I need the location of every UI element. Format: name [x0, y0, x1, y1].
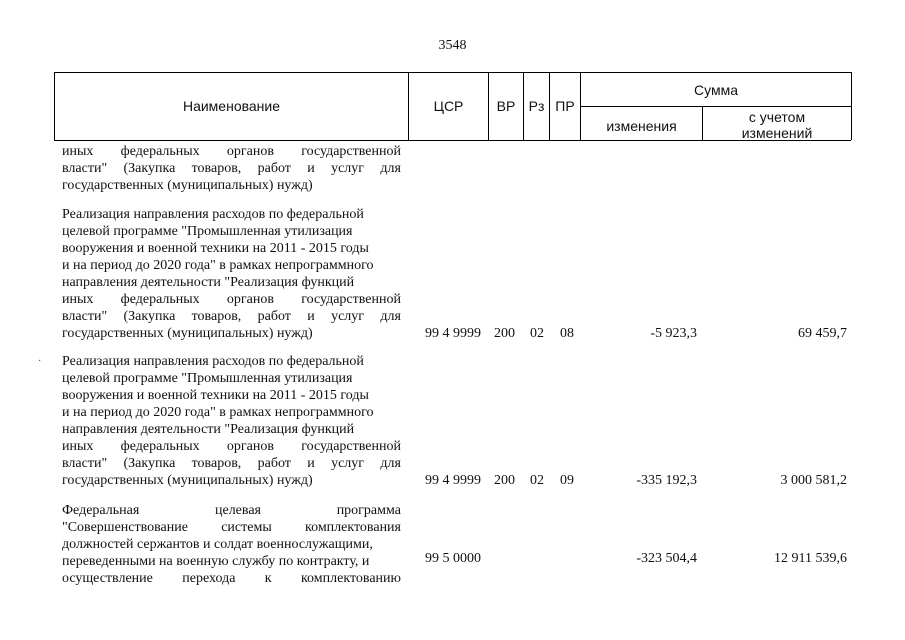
row-name-line — [62, 223, 401, 240]
header-rz: Рз — [528, 98, 545, 114]
header-csr: ЦСР — [433, 98, 464, 114]
row-name-line — [62, 274, 401, 291]
row-cell-pr: 09 — [560, 473, 574, 488]
row-name-word: власти" — [62, 309, 108, 324]
row-name-word: для — [380, 456, 401, 471]
row-name-word: (Закупка — [123, 456, 176, 471]
row-name-word: работ — [257, 456, 291, 471]
row-name — [62, 143, 401, 194]
row-name-line — [62, 536, 401, 553]
row-cell-change: -335 192,3 — [636, 473, 697, 488]
table-right-border — [851, 72, 852, 140]
row-name-word: органов — [226, 439, 274, 454]
row-name-word: товаров, — [191, 161, 242, 176]
row-name-word: государственной — [301, 292, 401, 307]
row-name-line — [62, 455, 401, 472]
row-name-line — [62, 325, 401, 342]
row-name-word: услуг — [331, 456, 365, 471]
row-name-line — [62, 160, 401, 177]
row-name-word: целевой программе "Промышленная утилизация — [62, 224, 353, 239]
row-name-word: для — [380, 309, 401, 324]
row-name-word: услуг — [331, 161, 365, 176]
row-name-word: и на период до 2020 года" в рамках непрограммного — [62, 258, 374, 273]
row-name-word: комплектованию — [300, 571, 401, 586]
row-name-word: вооружения и военной техники на 2011 - 2015 годы — [62, 388, 369, 403]
row-name-word: государственных (муниципальных) нужд) — [62, 326, 313, 341]
row-name-word: федеральных — [120, 439, 200, 454]
header-with-change-1: с учетом — [748, 109, 806, 125]
row-name-word: Реализация направления расходов по федеральной — [62, 354, 364, 369]
row-cell-vr: 200 — [494, 326, 515, 341]
header-sum: Сумма — [694, 82, 738, 98]
row-name-word: Федеральная — [62, 503, 140, 518]
row-cell-total: 12 911 539,6 — [774, 551, 847, 566]
row-name-word: и на период до 2020 года" в рамках непрограммного — [62, 405, 374, 420]
row-name — [62, 353, 401, 489]
row-cell-change: -323 504,4 — [636, 551, 697, 566]
row-name — [62, 206, 401, 342]
row-name-word: направления деятельности "Реализация функций — [62, 422, 355, 437]
row-name-line — [62, 353, 401, 370]
row-name-word: Реализация направления расходов по федеральной — [62, 207, 364, 222]
row-name-word: (Закупка — [123, 161, 176, 176]
header-change: изменения — [606, 118, 677, 134]
row-name-line — [62, 257, 401, 274]
sum-header-divider — [580, 106, 851, 107]
row-name-word: органов — [226, 292, 274, 307]
row-name-word: переведенными на военную службу по контракту, и — [62, 554, 370, 569]
row-cell-csr: 99 4 9999 — [425, 326, 481, 341]
row-name-line — [62, 553, 401, 570]
row-name-word: целевая — [214, 503, 261, 518]
row-name-line — [62, 308, 401, 325]
row-name-line — [62, 143, 401, 160]
row-name-word: направления деятельности "Реализация функций — [62, 275, 355, 290]
row-name-word: иных — [62, 439, 94, 454]
row-name-word: власти" — [62, 456, 108, 471]
row-cell-csr: 99 4 9999 — [425, 473, 481, 488]
row-name-line — [62, 177, 401, 194]
row-name-line — [62, 370, 401, 387]
row-name-word: целевой программе "Промышленная утилизация — [62, 371, 353, 386]
page-number: 3548 — [438, 38, 467, 53]
row-name-word: и — [307, 161, 315, 176]
row-name-word: государственных (муниципальных) нужд) — [62, 473, 313, 488]
row-name-word: иных — [62, 144, 94, 159]
row-name-word: и — [307, 456, 315, 471]
row-name-word: услуг — [331, 309, 365, 324]
row-cell-rz: 02 — [530, 473, 544, 488]
row-name-line — [62, 206, 401, 223]
row-name-word: вооружения и военной техники на 2011 - 2015 годы — [62, 241, 369, 256]
header-with-change-2: изменений — [741, 125, 813, 141]
row-cell-vr: 200 — [494, 473, 515, 488]
row-cell-change: -5 923,3 — [650, 326, 697, 341]
row-name-word: должностей сержантов и солдат военнослужащими, — [62, 537, 373, 552]
row-name-word: программа — [336, 503, 401, 518]
row-name-word: товаров, — [191, 456, 242, 471]
row-name-word: комплектования — [305, 520, 401, 535]
row-name-word: работ — [257, 161, 291, 176]
row-cell-pr: 08 — [560, 326, 574, 341]
header-vr: ВР — [496, 98, 516, 114]
row-name-word: к — [264, 571, 272, 586]
row-name-word: (Закупка — [123, 309, 176, 324]
row-name-word: системы — [221, 520, 272, 535]
header-name: Наименование — [182, 98, 281, 114]
row-name-line — [62, 421, 401, 438]
row-name-line — [62, 291, 401, 308]
header-pr: ПР — [555, 98, 575, 114]
row-name-line — [62, 472, 401, 489]
row-name-word: для — [380, 161, 401, 176]
row-cell-rz: 02 — [530, 326, 544, 341]
row-name-word: государственной — [301, 144, 401, 159]
row-cell-total: 3 000 581,2 — [780, 473, 847, 488]
row-name-word: осуществление — [62, 571, 153, 586]
row-name-word: и — [307, 309, 315, 324]
row-name-word: государственных (муниципальных) нужд) — [62, 178, 313, 193]
row-name-word: "Совершенствование — [62, 520, 188, 535]
row-name-line — [62, 502, 401, 519]
row-name-word: иных — [62, 292, 94, 307]
row-name-line — [62, 519, 401, 536]
row-name-line — [62, 404, 401, 421]
margin-mark: · — [38, 356, 42, 367]
row-name-word: федеральных — [120, 144, 200, 159]
row-cell-total: 69 459,7 — [798, 326, 847, 341]
row-name-word: федеральных — [120, 292, 200, 307]
table-top-border — [54, 72, 851, 73]
row-name-word: работ — [257, 309, 291, 324]
row-name-line — [62, 570, 401, 587]
row-name — [62, 502, 401, 587]
row-name-word: государственной — [301, 439, 401, 454]
row-name-line — [62, 438, 401, 455]
row-cell-csr: 99 5 0000 — [425, 551, 481, 566]
row-name-line — [62, 387, 401, 404]
row-name-word: товаров, — [191, 309, 242, 324]
row-name-word: органов — [226, 144, 274, 159]
row-name-word: перехода — [182, 571, 236, 586]
row-name-line — [62, 240, 401, 257]
row-name-word: власти" — [62, 161, 108, 176]
